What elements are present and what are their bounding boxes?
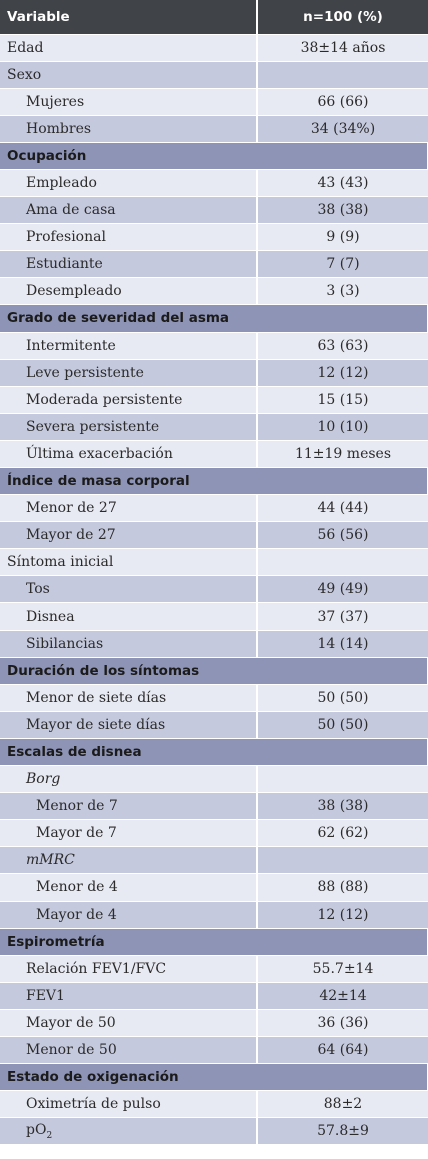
table-row [0,793,428,820]
row-label: Mayor de 7 [0,820,257,847]
section-row [0,305,428,332]
table-row [0,603,428,630]
section-title: Estado de oxigenación [0,1064,428,1091]
row-label: Ama de casa [0,197,257,224]
row-label: FEV1 [0,982,257,1009]
row-value: 88 (88) [257,874,428,901]
table-row [0,955,428,982]
table-row [0,1091,428,1118]
row-value: 34 (34%) [257,115,428,142]
row-value: 12 (12) [257,901,428,928]
row-value: 36 (36) [257,1009,428,1036]
table-row [0,630,428,657]
row-label: Última exacerbación [0,440,257,467]
po2-symbol: pO [26,1121,47,1138]
table-row [0,901,428,928]
section-title: Escalas de disnea [0,738,428,765]
table-row [0,522,428,549]
section-row [0,738,428,765]
section-title: Índice de masa corporal [0,468,428,495]
row-value: 11±19 meses [257,440,428,467]
row-label: Menor de 7 [0,793,257,820]
row-label: Hombres [0,115,257,142]
row-label: Menor de 4 [0,874,257,901]
row-value: 50 (50) [257,684,428,711]
row-value: 57.8±9 [257,1118,428,1145]
table-row [0,278,428,305]
header-variable: Variable [0,0,257,34]
row-label: Mayor de siete días [0,711,257,738]
table-row [0,251,428,278]
header-n: n=100 (%) [257,0,428,34]
row-label: mMRC [0,847,257,874]
row-label: Empleado [0,169,257,196]
row-value: 55.7±14 [257,955,428,982]
table-row [0,332,428,359]
row-value: 66 (66) [257,88,428,115]
table-row [0,197,428,224]
row-label: Síntoma inicial [0,549,257,576]
row-label: Mayor de 4 [0,901,257,928]
row-value [257,549,428,576]
table-row [0,847,428,874]
row-label: Moderada persistente [0,386,257,413]
row-value: 56 (56) [257,522,428,549]
row-label: Menor de 50 [0,1036,257,1063]
row-value: 43 (43) [257,169,428,196]
row-label: Oximetría de pulso [0,1091,257,1118]
row-label: Edad [0,34,257,61]
row-value [257,61,428,88]
row-value: 42±14 [257,982,428,1009]
table-row [0,874,428,901]
row-value: 62 (62) [257,820,428,847]
row-value: 12 (12) [257,359,428,386]
row-label: Severa persistente [0,413,257,440]
row-label: Relación FEV1/FVC [0,955,257,982]
table-row [0,766,428,793]
section-title: Ocupación [0,142,428,169]
table-row [0,386,428,413]
table-row [0,115,428,142]
table-row [0,711,428,738]
row-label: Sexo [0,61,257,88]
row-value [257,847,428,874]
row-value: 15 (15) [257,386,428,413]
row-value: 38±14 años [257,34,428,61]
section-row [0,142,428,169]
row-label: Mujeres [0,88,257,115]
row-value: 64 (64) [257,1036,428,1063]
po2-subscript: 2 [46,1130,53,1141]
table-row [0,684,428,711]
table-row [0,88,428,115]
table-row [0,982,428,1009]
section-title: Duración de los síntomas [0,657,428,684]
table-row [0,1009,428,1036]
row-value: 50 (50) [257,711,428,738]
row-label: Mayor de 27 [0,522,257,549]
row-label: Mayor de 50 [0,1009,257,1036]
table-row [0,820,428,847]
row-label: Desempleado [0,278,257,305]
table-row [0,440,428,467]
table-header-row [0,0,428,34]
table-row [0,1036,428,1063]
row-label: Disnea [0,603,257,630]
section-title: Grado de severidad del asma [0,305,428,332]
table-row [0,413,428,440]
row-value: 38 (38) [257,197,428,224]
row-label: Tos [0,576,257,603]
table-row [0,224,428,251]
section-row [0,928,428,955]
row-label: Sibilancias [0,630,257,657]
table-row [0,549,428,576]
row-value: 37 (37) [257,603,428,630]
row-value: 3 (3) [257,278,428,305]
row-value: 38 (38) [257,793,428,820]
table-row [0,169,428,196]
row-value: 49 (49) [257,576,428,603]
row-value: 88±2 [257,1091,428,1118]
row-value: 63 (63) [257,332,428,359]
section-row [0,468,428,495]
section-row [0,1064,428,1091]
row-label: Menor de siete días [0,684,257,711]
row-label: Profesional [0,224,257,251]
table-row [0,576,428,603]
row-label [0,1118,257,1145]
table-row [0,61,428,88]
row-label: Intermitente [0,332,257,359]
row-value: 9 (9) [257,224,428,251]
section-row [0,657,428,684]
row-label: Borg [0,766,257,793]
table-row [0,34,428,61]
row-value: 10 (10) [257,413,428,440]
row-label: Leve persistente [0,359,257,386]
row-value: 14 (14) [257,630,428,657]
table-row [0,495,428,522]
table-row [0,359,428,386]
row-value: 7 (7) [257,251,428,278]
section-title: Espirometría [0,928,428,955]
row-label: Estudiante [0,251,257,278]
row-label: Menor de 27 [0,495,257,522]
table-row [0,1118,428,1145]
row-value [257,766,428,793]
row-value: 44 (44) [257,495,428,522]
